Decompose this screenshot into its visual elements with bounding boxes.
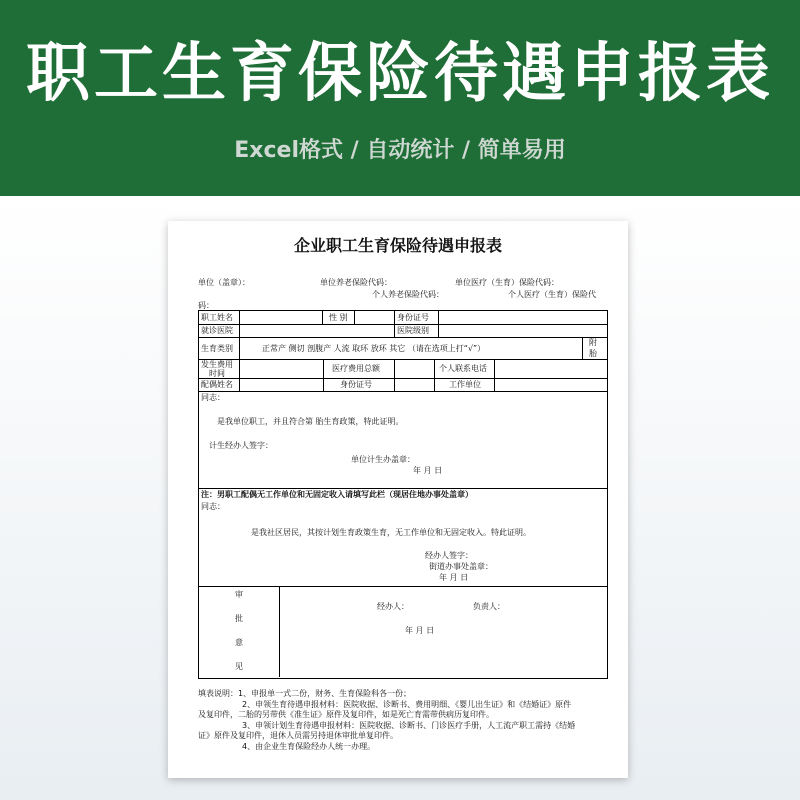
sec2-agree: 同志： bbox=[201, 502, 225, 511]
gender-value[interactable] bbox=[355, 311, 395, 324]
cost-time-label2: 时间 bbox=[209, 368, 225, 378]
cost-time-value[interactable] bbox=[240, 359, 324, 378]
birth-type-label: 生育类别 bbox=[199, 337, 240, 359]
hospital-value[interactable] bbox=[240, 324, 395, 337]
spouse-name-value[interactable] bbox=[240, 378, 324, 391]
name-value[interactable] bbox=[240, 311, 323, 324]
birth-options[interactable]: 正常产 侧切 剖腹产 人流 取环 放环 其它 （请在选项上打“√”） bbox=[240, 337, 583, 359]
notes bbox=[198, 689, 608, 752]
approval-label-cell bbox=[199, 586, 280, 677]
approval-date: 年 月 日 bbox=[405, 626, 435, 635]
cost-time-label: 发生费用 bbox=[201, 359, 233, 369]
sec1-body: 是我单位职工，并且符合第 胎生育政策，特此证明。 bbox=[217, 417, 404, 426]
approval-leader: 负责人： bbox=[473, 602, 505, 611]
note-5: 4、由企业生育保险经办人统一办理。 bbox=[242, 741, 376, 751]
form-title: 企业职工生育保险待遇申报表 bbox=[293, 236, 502, 255]
sec2-handler: 经办人签字： bbox=[425, 551, 473, 560]
cost-total-label: 医疗费用总额 bbox=[324, 359, 395, 378]
sec2-seal: 街道办事处盖章： bbox=[429, 562, 493, 571]
spouse-id-label: 身份证号 bbox=[324, 378, 395, 391]
sec1-handler: 计生经办人签字： bbox=[209, 441, 273, 450]
approval-c2: 批 bbox=[235, 614, 243, 623]
attach-label2: 胎 bbox=[589, 349, 597, 358]
gender-label: 性 别 bbox=[323, 311, 355, 324]
note-2: 及复印件，二胎的另带供《准生证》原件及复印件，如是死亡育需带供病历复印件。 bbox=[198, 710, 494, 719]
cost-time-cell bbox=[199, 359, 240, 378]
form-table bbox=[198, 310, 608, 679]
spouse-id-value[interactable] bbox=[395, 378, 435, 391]
section-community-cert bbox=[199, 488, 607, 587]
row-birth-type bbox=[199, 337, 607, 360]
sec2-note: 注：男职工配偶无工作单位和无固定收入请填写此栏（现居住地办事处盖章） bbox=[201, 490, 473, 499]
approval-c1: 审 bbox=[235, 590, 243, 599]
form-paper bbox=[168, 221, 628, 778]
hospital-label: 就诊医院 bbox=[199, 324, 240, 337]
unit-label: 单位（盖章）： bbox=[198, 278, 250, 287]
note-3: 3、申领计划生育待遇申报材料：医院收据、诊断书、门诊医疗手册，人工流产职工需持《结婚 bbox=[242, 720, 576, 730]
code-cont: 码： bbox=[198, 301, 214, 310]
cost-total-value[interactable] bbox=[395, 359, 435, 378]
note-4: 证》原件及复印件，退休人员需另持退休审批单复印件。 bbox=[198, 731, 398, 740]
phone-label: 个人联系电话 bbox=[435, 359, 495, 378]
sec2-body: 是我社区居民，其按计划生育政策生育，无工作单位和无固定收入。特此证明。 bbox=[251, 528, 531, 537]
hospital-level-label: 医院级别 bbox=[395, 324, 439, 337]
name-label: 职工姓名 bbox=[199, 311, 240, 324]
attach-cell bbox=[583, 337, 607, 359]
attach-label: 附 bbox=[589, 338, 597, 347]
spouse-name-label: 配偶姓名 bbox=[199, 378, 240, 391]
row-cost bbox=[199, 359, 607, 379]
section-unit-cert bbox=[199, 391, 607, 489]
sec2-date: 年 月 日 bbox=[439, 573, 469, 582]
row-name bbox=[199, 311, 607, 325]
personal-medical-label: 个人医疗（生育）保险代 bbox=[508, 290, 596, 299]
banner-title: 职工生育保险待遇申报表 bbox=[26, 37, 774, 111]
row-hospital bbox=[199, 324, 607, 338]
banner bbox=[0, 0, 800, 196]
pension-code-label: 单位养老保险代码： bbox=[320, 278, 392, 287]
sec1-seal: 单位计生办盖章： bbox=[351, 455, 415, 464]
note-0: 填表说明：1、申报单一式二份，财务、生育保险科各一份； bbox=[198, 689, 412, 698]
approval-handler: 经办人： bbox=[377, 602, 409, 611]
approval-c3: 意 bbox=[235, 638, 243, 647]
spouse-work-value[interactable] bbox=[495, 378, 607, 391]
hospital-level-value[interactable] bbox=[439, 324, 607, 337]
sec1-agree: 同志： bbox=[201, 393, 225, 402]
id-value[interactable] bbox=[439, 311, 607, 324]
medical-code-label: 单位医疗（生育）保险代码： bbox=[455, 278, 559, 287]
row-spouse bbox=[199, 378, 607, 392]
phone-value[interactable] bbox=[495, 359, 607, 378]
banner-subtitle: Excel格式 / 自动统计 / 简单易用 bbox=[234, 138, 566, 163]
personal-pension-label: 个人养老保险代码： bbox=[372, 290, 444, 299]
id-label: 身份证号 bbox=[395, 311, 439, 324]
approval-c4: 见 bbox=[235, 662, 243, 671]
spouse-work-label: 工作单位 bbox=[435, 378, 495, 391]
note-1: 2、申领生育待遇申报材料：医院收据、诊断书、费用明细、《婴儿出生证》和《结婚证》原件 bbox=[242, 699, 572, 709]
sec1-date: 年 月 日 bbox=[413, 466, 443, 475]
section-approval bbox=[199, 586, 607, 677]
